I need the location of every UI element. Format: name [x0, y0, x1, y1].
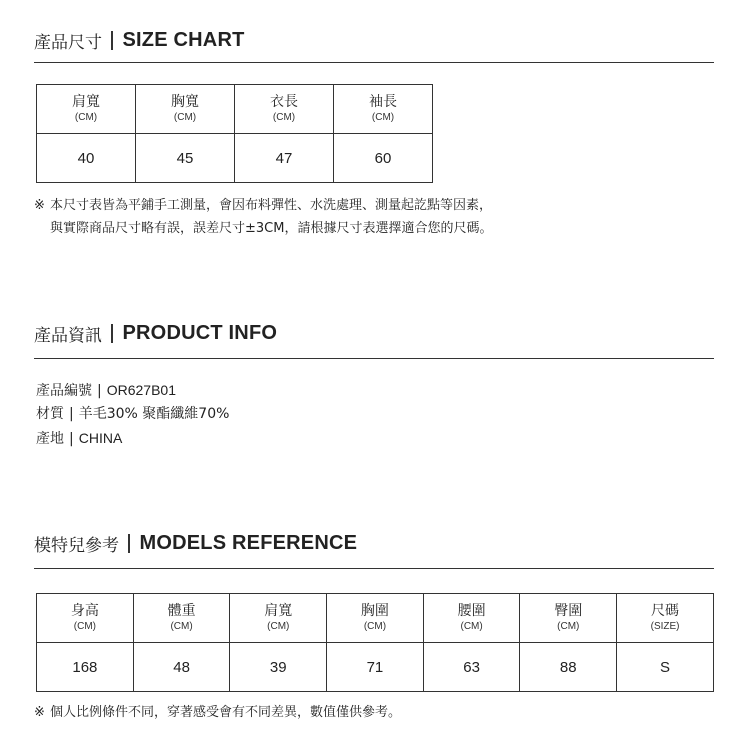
- section-rule: [34, 358, 714, 359]
- header-cell-shoulder: 肩寬 (CM): [37, 85, 136, 134]
- info-label: 產品編號: [36, 383, 92, 399]
- note-mark: ※: [34, 705, 45, 720]
- value-cell-sleeve: 60: [334, 134, 433, 183]
- value-cell-waist: 63: [423, 643, 520, 692]
- product-info-section: [34, 319, 714, 447]
- header-cell-length: 衣長 (CM): [235, 85, 334, 134]
- size-chart-title-zh: 產品尺寸: [34, 32, 102, 53]
- models-note: [34, 701, 401, 724]
- product-info-title-en: PRODUCT INFO: [122, 321, 278, 344]
- value-cell-length: 47: [235, 134, 334, 183]
- note-line-1: ※ 本尺寸表皆為平鋪手工測量，會因布料彈性、水洗處理、測量起訖點等因素，: [34, 194, 492, 217]
- title-divider: [111, 31, 113, 50]
- models-title-en: MODELS REFERENCE: [139, 531, 358, 554]
- title-divider: [128, 534, 130, 553]
- note-mark: ※: [34, 198, 45, 213]
- value-cell-shoulder: 40: [37, 134, 136, 183]
- header-cell-weight: 體重 (CM): [133, 594, 230, 643]
- info-row-material: [36, 404, 229, 424]
- info-value: OR627B01: [106, 382, 176, 398]
- models-title-zh: 模特兒參考: [34, 535, 119, 556]
- size-chart-heading: [34, 26, 714, 54]
- table-row: [37, 134, 433, 183]
- models-reference-section: [34, 529, 714, 720]
- header-cell-waist: 腰圍 (CM): [423, 594, 520, 643]
- header-cell-sleeve: 袖長 (CM): [334, 85, 433, 134]
- size-chart-section: [34, 26, 714, 236]
- info-separator: |: [69, 406, 74, 422]
- product-info-title-zh: 產品資訊: [34, 325, 102, 346]
- info-value: 羊毛30% 聚酯纖維70%: [78, 406, 230, 422]
- header-cell-hip: 臀圍 (CM): [520, 594, 617, 643]
- table-row: [37, 643, 714, 692]
- size-chart-title-en: SIZE CHART: [122, 28, 245, 51]
- models-reference-heading: [34, 529, 714, 557]
- value-cell-weight: 48: [133, 643, 230, 692]
- info-separator: |: [69, 431, 74, 447]
- table-header-row: [37, 85, 433, 134]
- value-cell-height: 168: [37, 643, 134, 692]
- info-label: 產地: [36, 431, 64, 447]
- value-cell-shoulder: 39: [230, 643, 327, 692]
- models-table: [36, 593, 714, 692]
- product-info-heading: [34, 319, 714, 347]
- size-chart-table: [36, 84, 433, 183]
- section-rule: [34, 568, 714, 569]
- info-row-product-code: [36, 380, 176, 401]
- info-label: 材質: [36, 406, 64, 422]
- table-header-row: [37, 594, 714, 643]
- size-chart-note: [34, 194, 492, 240]
- info-value: CHINA: [78, 430, 123, 446]
- value-cell-size: S: [617, 643, 714, 692]
- info-row-origin: [36, 428, 122, 449]
- value-cell-hip: 88: [520, 643, 617, 692]
- value-cell-bust: 71: [327, 643, 424, 692]
- info-separator: |: [97, 383, 102, 399]
- header-cell-bust: 胸圍 (CM): [327, 594, 424, 643]
- header-cell-size: 尺碼 (SIZE): [617, 594, 714, 643]
- header-cell-shoulder: 肩寬 (CM): [230, 594, 327, 643]
- note-text: 個人比例條件不同，穿著感受會有不同差異，數值僅供參考。: [50, 705, 402, 720]
- header-cell-height: 身高 (CM): [37, 594, 134, 643]
- header-cell-chest: 胸寬 (CM): [136, 85, 235, 134]
- title-divider: [111, 324, 113, 343]
- note-line-2: 與實際商品尺寸略有誤，誤差尺寸±3CM，請根據尺寸表選擇適合您的尺碼。: [50, 221, 493, 236]
- section-rule: [34, 62, 714, 63]
- value-cell-chest: 45: [136, 134, 235, 183]
